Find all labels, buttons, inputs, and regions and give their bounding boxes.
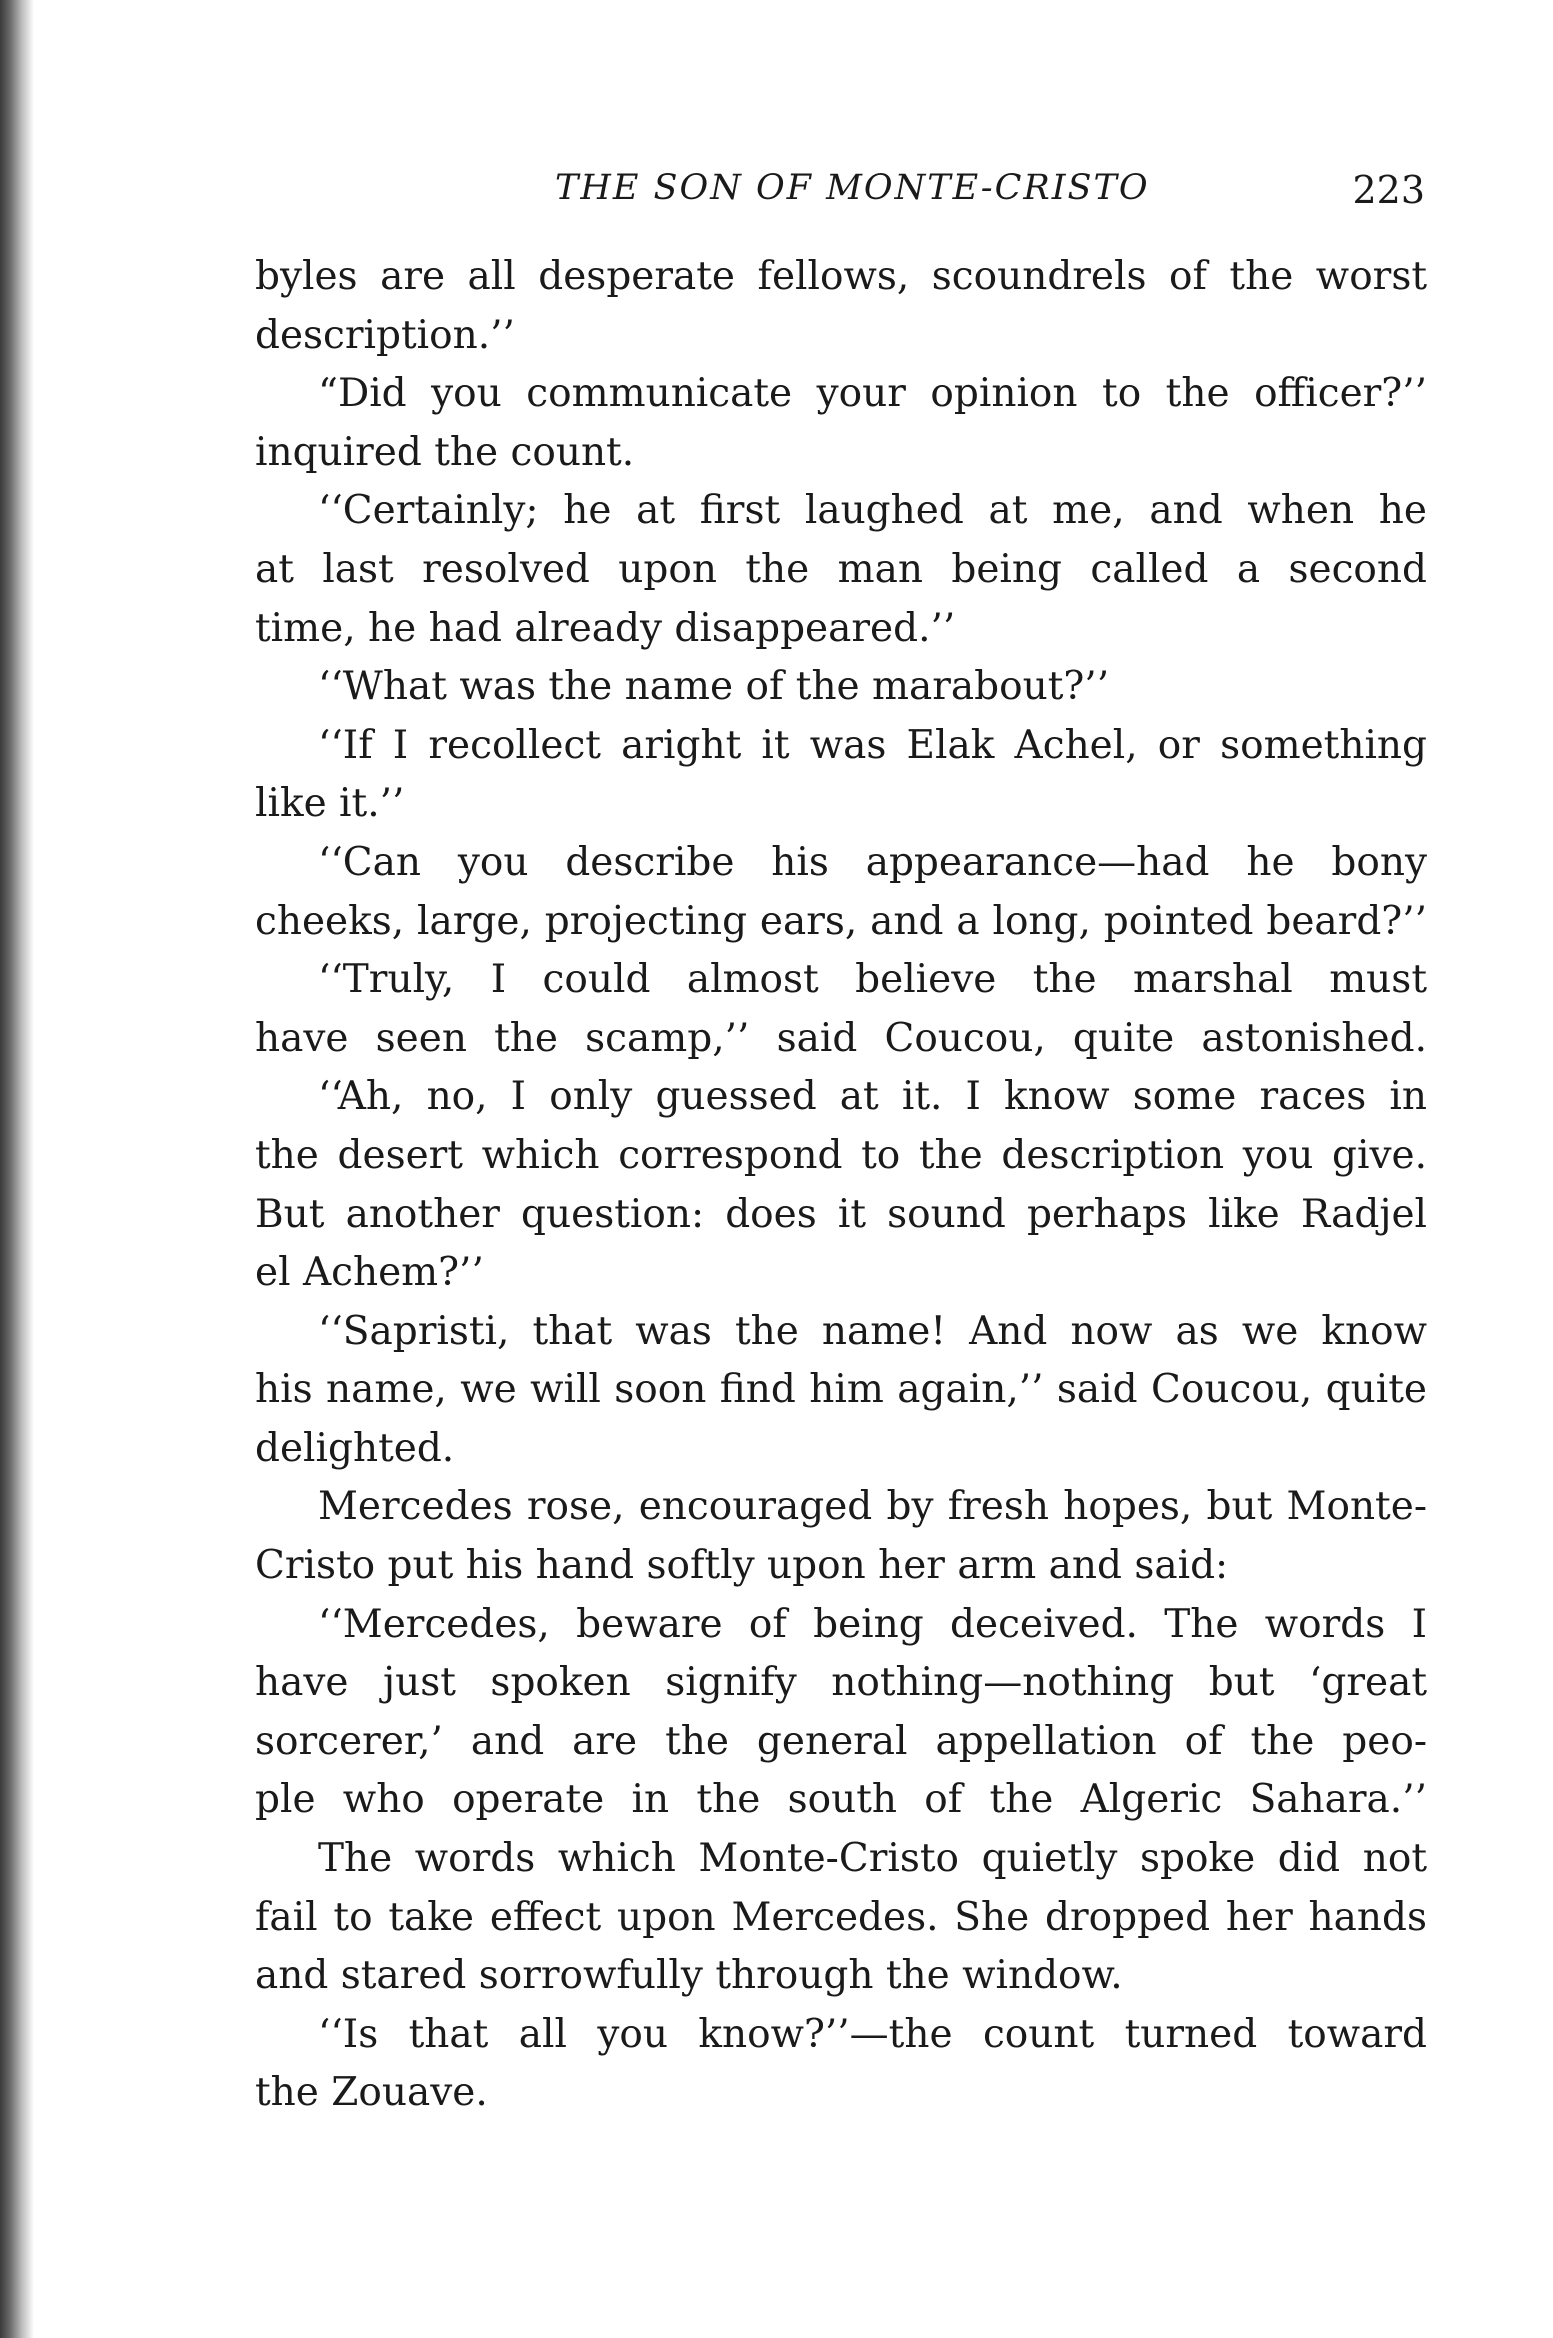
text-line: ‘‘Can you describe his appearance—had he bony [318,839,1427,885]
text-line: the desert which correspond to the description you give. [255,1132,1427,1178]
text-line: the Zouave. [255,2070,488,2116]
text-line: “Did you communicate your opinion to the officer?’’ [318,371,1427,417]
body-text [255,248,1427,2123]
text-line: ‘‘Certainly; he at first laughed at me, and when he [318,488,1427,534]
text-line: have seen the scamp,’’ said Coucou, quite astonished. [255,1015,1427,1061]
running-title: THE SON OF MONTE-CRISTO [555,168,1150,208]
text-line: like it.’’ [255,781,405,827]
text-line: ‘‘If I recollect aright it was Elak Achel, or something [318,722,1427,768]
page-header [555,168,1425,228]
text-line: Mercedes rose, encouraged by fresh hopes, but Monte- [318,1484,1427,1530]
page-number: 223 [1352,168,1425,212]
text-line: cheeks, large, projecting ears, and a long, pointed beard?’’ [255,898,1427,944]
text-line: ‘‘Is that all you know?’’—the count turned toward [318,2011,1427,2057]
text-line: The words which Monte-Cristo quietly spoke did not [318,1836,1427,1882]
text-line: ‘‘What was the name of the marabout?’’ [318,664,1110,710]
text-line: ple who operate in the south of the Algeric Sahara.’’ [255,1777,1427,1823]
text-line: byles are all desperate fellows, scoundrels of the worst [255,254,1427,299]
text-line: Cristo put his hand softly upon her arm and said: [255,1543,1229,1589]
text-line: sorcerer,’ and are the general appellation of the peo- [255,1718,1427,1764]
text-line: But another question: does it sound perhaps like Radjel [255,1191,1427,1237]
text-line: delighted. [255,1425,455,1471]
text-line: ‘‘Mercedes, beware of being deceived. The words I [318,1601,1427,1647]
text-line: el Achem?’’ [255,1250,484,1296]
text-line: and stared sorrowfully through the window. [255,1953,1123,1999]
text-line: time, he had already disappeared.’’ [255,605,956,651]
text-line: inquired the count. [255,429,635,475]
page-binding-edge [0,0,34,2338]
text-line: ‘‘Truly, I could almost believe the marshal must [318,957,1427,1003]
text-line: his name, we will soon find him again,’’ said Coucou, quite [255,1367,1427,1413]
text-line: at last resolved upon the man being called a second [255,546,1427,592]
text-line: fail to take effect upon Mercedes. She dropped her hands [255,1894,1427,1940]
text-line: have just spoken signify nothing—nothing but ‘great [255,1660,1427,1706]
text-line: ‘‘Ah, no, I only guessed at it. I know some races in [318,1074,1427,1120]
text-line: description.’’ [255,312,515,358]
text-line: ‘‘Sapristi, that was the name! And now as we know [318,1308,1427,1354]
